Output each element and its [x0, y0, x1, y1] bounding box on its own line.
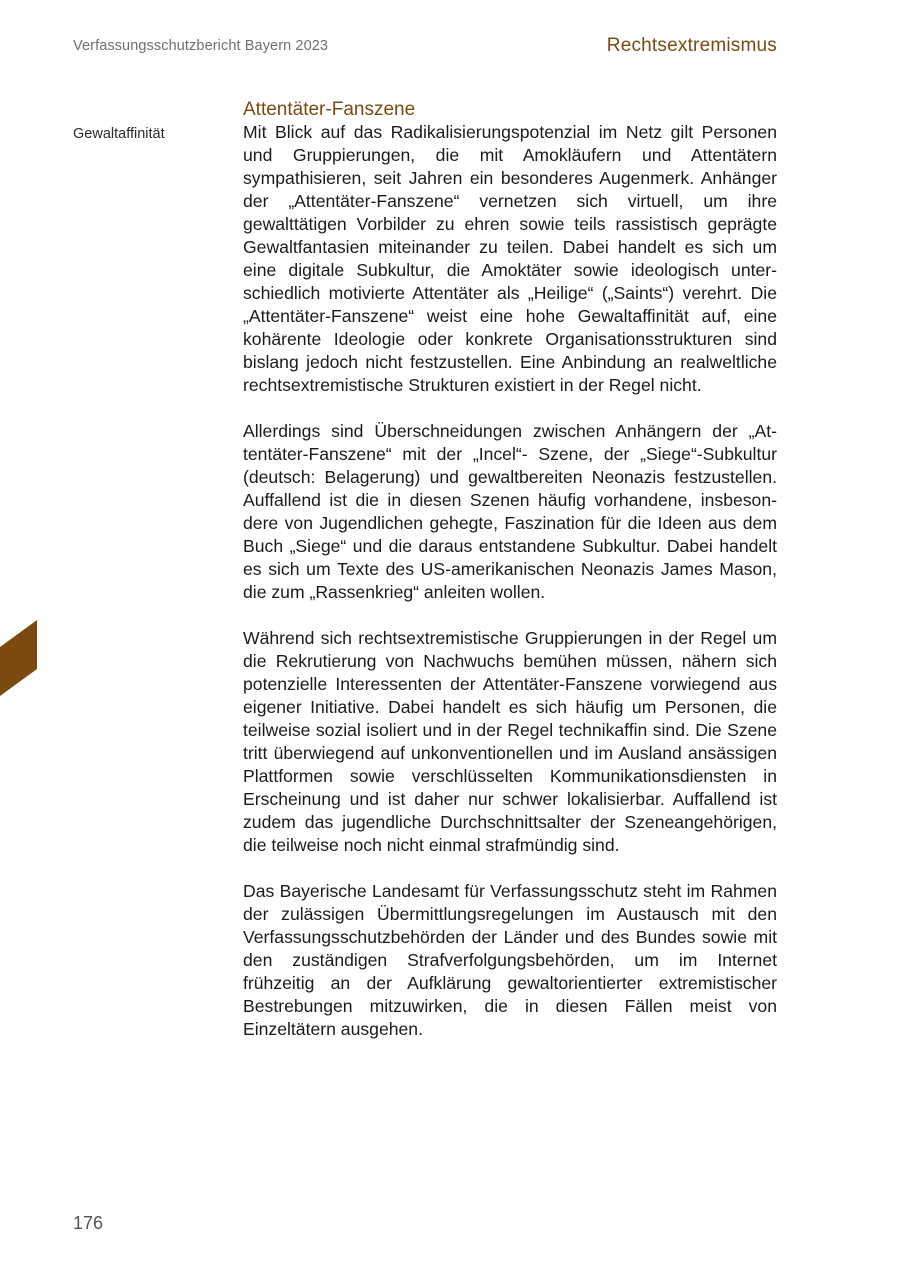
- running-header-chapter: Rechtsextremismus: [606, 35, 777, 56]
- paragraph-3: Während sich rechtsextremistische Gruppierungen in der Regel um die Rekrutierung von Nachwuchs bemühen müssen, nähern sich potenzielle Interessenten der Attentäter-Fanszene vorwiegend aus eigener Initiative. Dabei handelt es sich häufig um Personen, die teilweise sozial isoliert und in der Regel technikaffin sind. Die Szene tritt überwiegend auf unkonventionellen und im Ausland ansässigen Plattformen sowie verschlüsselten Kommunikationsdiensten in Erscheinung und ist daher nur schwer lokalisierbar. Auffallend ist zudem das jugendliche Durchschnittsalter der Szeneangehörigen, die teilweise noch nicht einmal strafmündig sind.: [243, 628, 777, 855]
- paragraph-2: Allerdings sind Überschneidungen zwischen Anhängern der „Attentäter-Fanszene“ mit der „Incel“- Szene, der „Siege“-Subkultur (deutsch: Belagerung) und gewaltbereiten Neonazis festzustellen. Auffallend ist die in diesen Szenen häufig vorhandene, insbesondere von Jugendlichen gehegte, Faszination für die Ideen aus dem Buch „Siege“ und die daraus entstandene Subkultur. Dabei handelt es sich um Texte des US-amerikanischen Neonazis James Mason, die zum „Rassenkrieg“ anleiten wollen.: [243, 421, 777, 602]
- section-title: Attentäter-Fanszene: [243, 99, 416, 120]
- margin-keyword: Gewaltaffinität: [73, 126, 165, 142]
- running-header-publication: Verfassungsschutzbericht Bayern 2023: [73, 38, 329, 54]
- paragraph-4: Das Bayerische Landesamt für Verfassungsschutz steht im Rahmen der zulässigen Übermittlungsregelungen im Austausch mit den Verfassungsschutzbehörden der Länder und des Bundes sowie mit den zuständigen Strafverfolgungsbehörden, um im Internet frühzeitig an der Aufklärung gewaltorientierter extremistischer Bestrebungen mitzuwirken, die in diesen Fällen meist von Einzeltätern ausgehen.: [243, 881, 777, 1039]
- main-content: [243, 98, 777, 1064]
- paragraph-1: Mit Blick auf das Radikalisierungspotenzial im Netz gilt Personen und Gruppierungen, die mit Amokläufern und Attentätern sympathisieren, seit Jahren ein besonderes Augenmerk. Anhänger der „Attentäter-Fanszene“ vernetzen sich virtuell, um ihre gewalttätigen Vorbilder zu ehren sowie teils rassistisch geprägte Gewaltfantasien miteinander zu teilen. Dabei handelt es sich um eine digitale Subkultur, die Amoktäter sowie ideologisch unterschiedlich motivierte Attentäter als „Heilige“ („Saints“) verehrt. Die „Attentäter-Fanszene“ weist eine hohe Gewaltaffinität auf, eine kohärente Ideologie oder konkrete Organisationsstrukturen sind bislang jedoch nicht festzustellen. Eine Anbindung an realweltliche rechtsextremistische Strukturen existiert in der Regel nicht.: [243, 122, 777, 395]
- page-number: 176: [73, 1213, 104, 1233]
- chapter-tab-marker: [0, 620, 37, 696]
